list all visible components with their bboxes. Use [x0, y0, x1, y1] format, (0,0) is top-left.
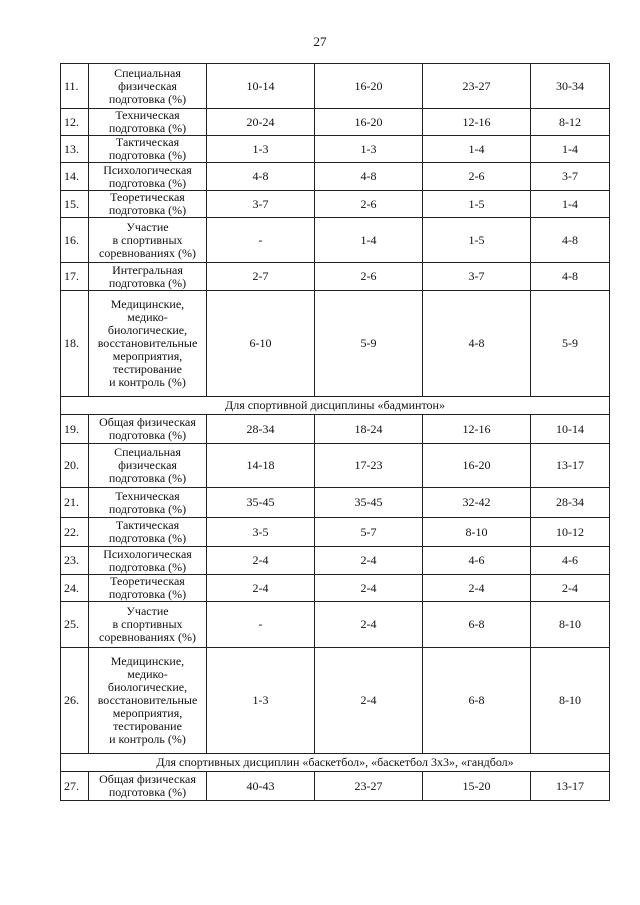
stage-value-4: 8-12 — [531, 109, 610, 136]
training-type: Специальная физическая подготовка (%) — [89, 444, 207, 488]
table-row — [61, 191, 610, 218]
row-number: 23. — [61, 547, 89, 575]
table-row — [61, 648, 610, 754]
stage-value-2: 16-20 — [315, 64, 423, 109]
stage-value-1: 40-43 — [207, 772, 315, 801]
table-row — [61, 602, 610, 648]
stage-value-1: 2-7 — [207, 263, 315, 291]
training-type: Общая физическая подготовка (%) — [89, 772, 207, 801]
table-row — [61, 415, 610, 444]
training-type: Тактическая подготовка (%) — [89, 518, 207, 547]
training-type: Участие в спортивных соревнованиях (%) — [89, 602, 207, 648]
stage-value-2: 1-4 — [315, 218, 423, 263]
table-row — [61, 136, 610, 163]
training-type: Теоретическая подготовка (%) — [89, 575, 207, 602]
stage-value-3: 16-20 — [423, 444, 531, 488]
table-row — [61, 218, 610, 263]
stage-value-1: 1-3 — [207, 648, 315, 754]
stage-value-4: 8-10 — [531, 602, 610, 648]
stage-value-1: 28-34 — [207, 415, 315, 444]
row-number: 20. — [61, 444, 89, 488]
stage-value-4: 2-4 — [531, 575, 610, 602]
section-header-row — [61, 397, 610, 415]
row-number: 26. — [61, 648, 89, 754]
stage-value-4: 28-34 — [531, 488, 610, 518]
row-number: 27. — [61, 772, 89, 801]
table-row — [61, 444, 610, 488]
stage-value-1: 4-8 — [207, 163, 315, 191]
training-type: Психологическая подготовка (%) — [89, 547, 207, 575]
stage-value-4: 8-10 — [531, 648, 610, 754]
stage-value-3: 6-8 — [423, 648, 531, 754]
stage-value-2: 35-45 — [315, 488, 423, 518]
stage-value-4: 13-17 — [531, 772, 610, 801]
table-row — [61, 518, 610, 547]
stage-value-4: 1-4 — [531, 136, 610, 163]
training-type: Психологическая подготовка (%) — [89, 163, 207, 191]
table-row — [61, 163, 610, 191]
row-number: 14. — [61, 163, 89, 191]
stage-value-1: 14-18 — [207, 444, 315, 488]
stage-value-2: 17-23 — [315, 444, 423, 488]
training-type: Медицинские, медико- биологические, восстановительные мероприятия, тестирование и контроль (%) — [89, 291, 207, 397]
row-number: 16. — [61, 218, 89, 263]
stage-value-3: 1-4 — [423, 136, 531, 163]
stage-value-1: 2-4 — [207, 547, 315, 575]
stage-value-4: 4-6 — [531, 547, 610, 575]
stage-value-2: 1-3 — [315, 136, 423, 163]
stage-value-1: - — [207, 218, 315, 263]
training-type: Интегральная подготовка (%) — [89, 263, 207, 291]
stage-value-3: 8-10 — [423, 518, 531, 547]
stage-value-3: 15-20 — [423, 772, 531, 801]
table-row — [61, 263, 610, 291]
stage-value-1: 1-3 — [207, 136, 315, 163]
stage-value-2: 16-20 — [315, 109, 423, 136]
stage-value-2: 2-4 — [315, 575, 423, 602]
stage-value-1: 3-5 — [207, 518, 315, 547]
table-row — [61, 772, 610, 801]
stage-value-4: 3-7 — [531, 163, 610, 191]
table-row — [61, 109, 610, 136]
stage-value-3: 6-8 — [423, 602, 531, 648]
table-row — [61, 547, 610, 575]
row-number: 15. — [61, 191, 89, 218]
row-number: 22. — [61, 518, 89, 547]
row-number: 12. — [61, 109, 89, 136]
section-title: Для спортивной дисциплины «бадминтон» — [61, 397, 610, 415]
stage-value-3: 2-6 — [423, 163, 531, 191]
section-title: Для спортивных дисциплин «баскетбол», «баскетбол 3х3», «гандбол» — [61, 754, 610, 772]
training-ratio-table — [60, 63, 610, 801]
stage-value-4: 1-4 — [531, 191, 610, 218]
row-number: 17. — [61, 263, 89, 291]
stage-value-3: 1-5 — [423, 191, 531, 218]
training-type: Техническая подготовка (%) — [89, 109, 207, 136]
table-row — [61, 291, 610, 397]
stage-value-3: 12-16 — [423, 415, 531, 444]
stage-value-2: 18-24 — [315, 415, 423, 444]
table-body — [61, 64, 610, 801]
stage-value-4: 30-34 — [531, 64, 610, 109]
stage-value-3: 12-16 — [423, 109, 531, 136]
stage-value-2: 5-9 — [315, 291, 423, 397]
stage-value-3: 23-27 — [423, 64, 531, 109]
stage-value-3: 32-42 — [423, 488, 531, 518]
stage-value-3: 3-7 — [423, 263, 531, 291]
stage-value-2: 2-4 — [315, 602, 423, 648]
page-number: 27 — [313, 34, 327, 49]
stage-value-1: 2-4 — [207, 575, 315, 602]
stage-value-2: 23-27 — [315, 772, 423, 801]
table-row — [61, 575, 610, 602]
stage-value-1: 35-45 — [207, 488, 315, 518]
training-type: Участие в спортивных соревнованиях (%) — [89, 218, 207, 263]
stage-value-1: 6-10 — [207, 291, 315, 397]
stage-value-3: 4-8 — [423, 291, 531, 397]
row-number: 24. — [61, 575, 89, 602]
stage-value-4: 4-8 — [531, 218, 610, 263]
row-number: 19. — [61, 415, 89, 444]
row-number: 21. — [61, 488, 89, 518]
stage-value-2: 2-6 — [315, 191, 423, 218]
stage-value-1: 10-14 — [207, 64, 315, 109]
stage-value-3: 2-4 — [423, 575, 531, 602]
row-number: 11. — [61, 64, 89, 109]
stage-value-4: 5-9 — [531, 291, 610, 397]
stage-value-2: 2-4 — [315, 547, 423, 575]
stage-value-1: - — [207, 602, 315, 648]
stage-value-4: 10-14 — [531, 415, 610, 444]
training-type: Медицинские, медико- биологические, восстановительные мероприятия, тестирование и контроль (%) — [89, 648, 207, 754]
training-type: Специальная физическая подготовка (%) — [89, 64, 207, 109]
training-type: Техническая подготовка (%) — [89, 488, 207, 518]
stage-value-3: 1-5 — [423, 218, 531, 263]
stage-value-2: 2-6 — [315, 263, 423, 291]
training-type: Общая физическая подготовка (%) — [89, 415, 207, 444]
table-row — [61, 488, 610, 518]
training-type: Теоретическая подготовка (%) — [89, 191, 207, 218]
stage-value-4: 10-12 — [531, 518, 610, 547]
row-number: 18. — [61, 291, 89, 397]
stage-value-3: 4-6 — [423, 547, 531, 575]
stage-value-2: 4-8 — [315, 163, 423, 191]
stage-value-4: 4-8 — [531, 263, 610, 291]
stage-value-2: 5-7 — [315, 518, 423, 547]
row-number: 13. — [61, 136, 89, 163]
table-row — [61, 64, 610, 109]
stage-value-4: 13-17 — [531, 444, 610, 488]
stage-value-1: 20-24 — [207, 109, 315, 136]
stage-value-1: 3-7 — [207, 191, 315, 218]
section-header-row — [61, 754, 610, 772]
training-type: Тактическая подготовка (%) — [89, 136, 207, 163]
stage-value-2: 2-4 — [315, 648, 423, 754]
row-number: 25. — [61, 602, 89, 648]
